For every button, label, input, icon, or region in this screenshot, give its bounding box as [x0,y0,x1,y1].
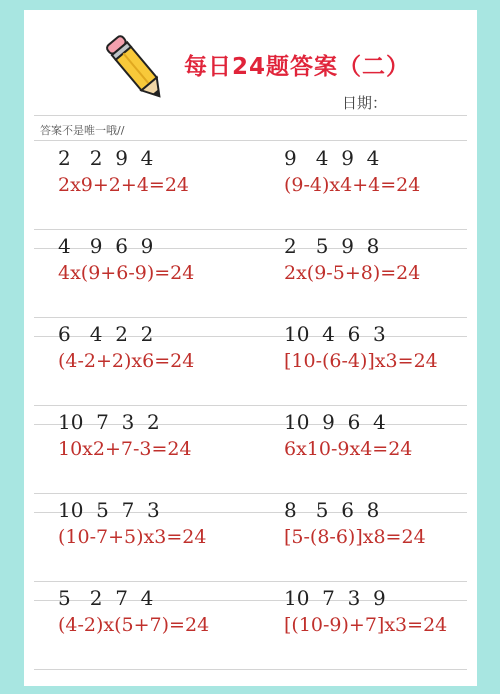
puzzle-numbers: 10 9 6 4 [284,410,386,434]
puzzle-answer: [5-(8-6)]x8=24 [284,526,426,548]
puzzle-numbers: 2 5 9 8 [284,234,380,258]
note-text: 答案不是唯一哦// [40,124,125,137]
puzzle-numbers: 10 7 3 2 [58,410,160,434]
puzzle-numbers: 10 4 6 3 [284,322,386,346]
divider [34,493,467,494]
puzzle-answer: (4-2+2)x6=24 [58,350,195,372]
puzzle-answer: (9-4)x4+4=24 [284,174,421,196]
divider [34,115,467,116]
divider [34,405,467,406]
puzzle-answer: 10x2+7-3=24 [58,438,192,460]
divider [34,229,467,230]
divider [34,669,467,670]
puzzle-numbers: 10 7 3 9 [284,586,386,610]
puzzle-numbers: 4 9 6 9 [58,234,154,258]
pencil-icon [104,28,170,108]
worksheet [24,10,477,686]
puzzle-numbers: 6 4 2 2 [58,322,154,346]
date-label: 日期： [342,94,388,112]
divider [34,317,467,318]
puzzle-answer: 2x(9-5+8)=24 [284,262,421,284]
puzzle-numbers: 8 5 6 8 [284,498,380,522]
puzzle-answer: [(10-9)+7]x3=24 [284,614,448,636]
page-title: 每日24题答案（二） [184,54,411,80]
puzzle-answer: [10-(6-4)]x3=24 [284,350,438,372]
puzzle-answer: (10-7+5)x3=24 [58,526,207,548]
divider [34,140,467,141]
puzzle-numbers: 2 2 9 4 [58,146,154,170]
puzzle-answer: (4-2)x(5+7)=24 [58,614,210,636]
puzzle-numbers: 9 4 9 4 [284,146,380,170]
puzzle-numbers: 5 2 7 4 [58,586,154,610]
puzzle-answer: 6x10-9x4=24 [284,438,413,460]
divider [34,581,467,582]
puzzle-numbers: 10 5 7 3 [58,498,160,522]
puzzle-answer: 4x(9+6-9)=24 [58,262,195,284]
puzzle-answer: 2x9+2+4=24 [58,174,190,196]
